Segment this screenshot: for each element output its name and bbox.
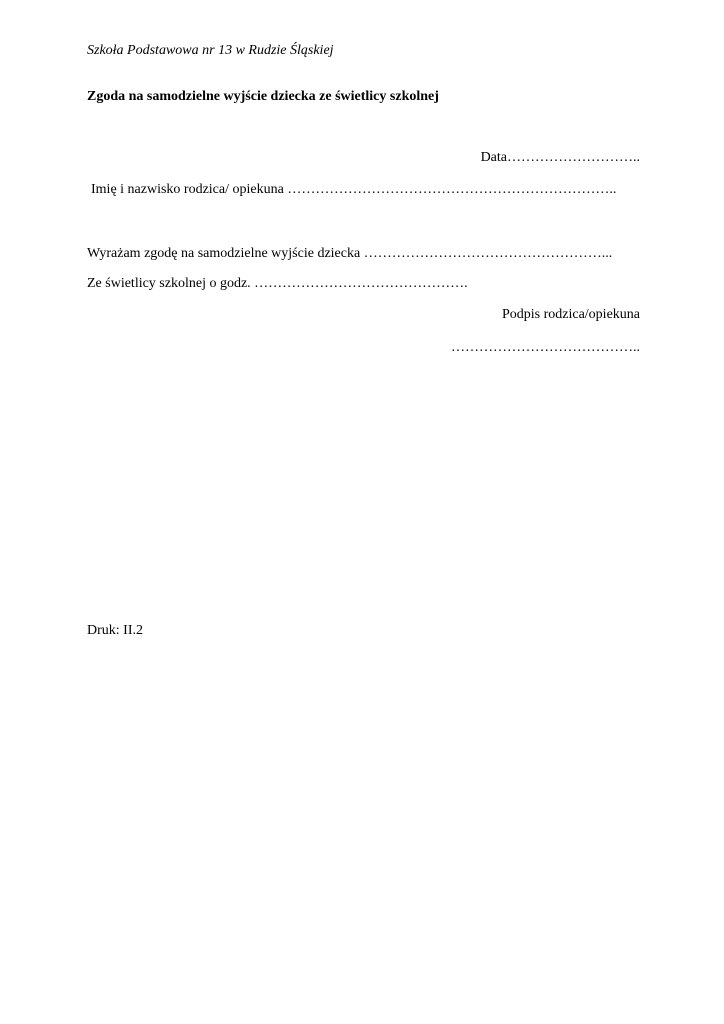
- document-title: Zgoda na samodzielne wyjście dziecka ze świetlicy szkolnej: [87, 89, 439, 104]
- signature-label: Podpis rodzica/opiekuna: [501, 307, 640, 322]
- signature-field: …………………………………..: [451, 340, 640, 355]
- parent-name-field: Imię i nazwisko rodzica/ opiekuna ……………………………………………………………..: [91, 182, 617, 197]
- date-field: Data………………………..: [480, 150, 640, 165]
- school-header: Szkoła Podstawowa nr 13 w Rudzie Śląskiej: [87, 43, 334, 58]
- consent-child-field: Wyrażam zgodę na samodzielne wyjście dziecka ……………………………………………...: [87, 246, 613, 261]
- exit-time-field: Ze świetlicy szkolnej o godz. ……………………………………….: [87, 276, 468, 291]
- form-code: Druk: II.2: [87, 623, 143, 638]
